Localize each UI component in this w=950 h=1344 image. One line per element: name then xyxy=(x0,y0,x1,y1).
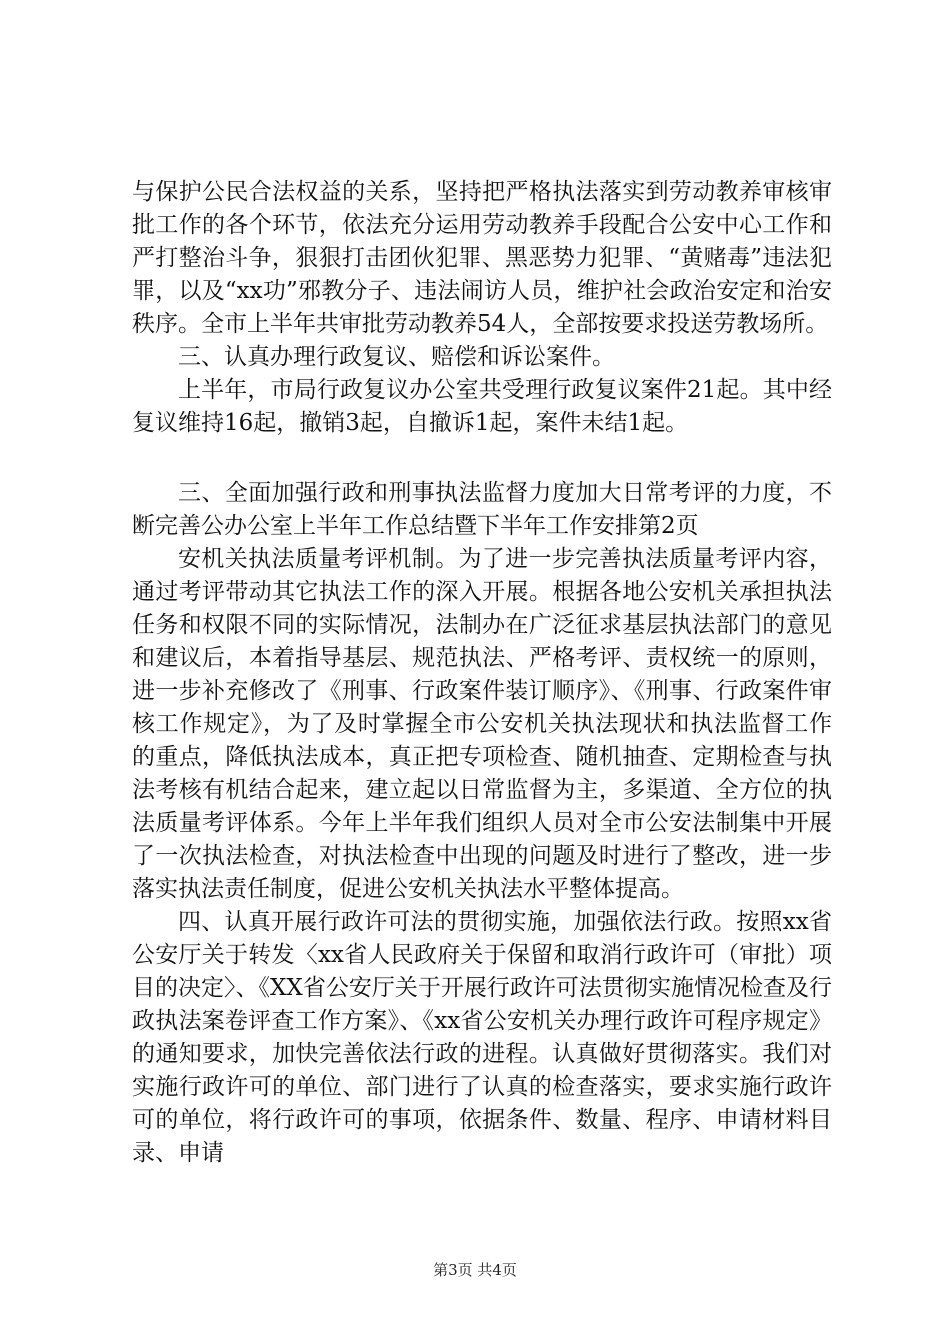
paragraph-supervision: 安机关执法质量考评机制。为了进一步完善执法质量考评内容，通过考评带动其它执法工作的深入开展。根据各地公安机关承担执法任务和权限不同的实际情况，法制办在广泛征求基层执法部门的意见和建议后，本着指导基层、规范执法、严格考评、责权统一的原则，进一步补充修改了《刑事、行政案件装订顺序》、《刑事、行政案件审核工作规定》，为了及时掌握全市公安机关执法现状和执法监督工作的重点，降低执法成本，真正把专项检查、随机抽查、定期检查与执法考核有机结合起来，建立起以日常监督为主，多渠道、全方位的执法质量考评体系。今年上半年我们组织人员对全市公安法制集中开展了一次执法检查，对执法检查中出现的问题及时进行了整改，进一步落实执法责任制度，促进公安机关执法水平整体提高。 xyxy=(132,546,832,902)
paragraph-admin-review: 上半年，市局行政复议办公室共受理行政复议案件21起。其中经复议维持16起，撤销3起，自撤诉1起，案件未结1起。 xyxy=(132,377,832,436)
page-footer: 第3页 共4页 xyxy=(433,1261,517,1279)
paragraph-gap xyxy=(132,440,832,477)
paragraph-admin-licensing: 四、认真开展行政许可法的贯彻实施，加强依法行政。按照xx省公安厅关于转发〈xx省人民政府关于保留和取消行政许可（审批）项目的决定〉、《XX省公安厅关于开展行政许可法贯彻实施情况检查及行政执法案卷评查工作方案》、《xx省公安机关办理行政许可程序规定》的通知要求，加快完善依法行政的进程。认真做好贯彻落实。我们对实施行政许可的单位、部门进行了认真的检查落实，要求实施行政许可的单位，将行政许可的事项，依据条件、数量、程序、申请材料目录、申请 xyxy=(132,909,832,1166)
document-body xyxy=(132,176,832,1170)
section-heading-supervision: 三、全面加强行政和刑事执法监督力度加大日常考评的力度，不断完善公办公室上半年工作总结暨下半年工作安排第2页 xyxy=(132,480,832,539)
section-heading-admin-review: 三、认真办理行政复议、赔偿和诉讼案件。 xyxy=(178,344,615,370)
paragraph-continuation: 与保护公民合法权益的关系，坚持把严格执法落实到劳动教养审核审批工作的各个环节，依法充分运用劳动教养手段配合公安中心工作和严打整治斗争，狠狠打击团伙犯罪、黑恶势力犯罪、“黄赌毒”违法犯罪，以及“xx功”邪教分子、违法闹访人员，维护社会政治安定和治安秩序。全市上半年共审批劳动教养54人，全部按要求投送劳教场所。 xyxy=(132,179,832,337)
